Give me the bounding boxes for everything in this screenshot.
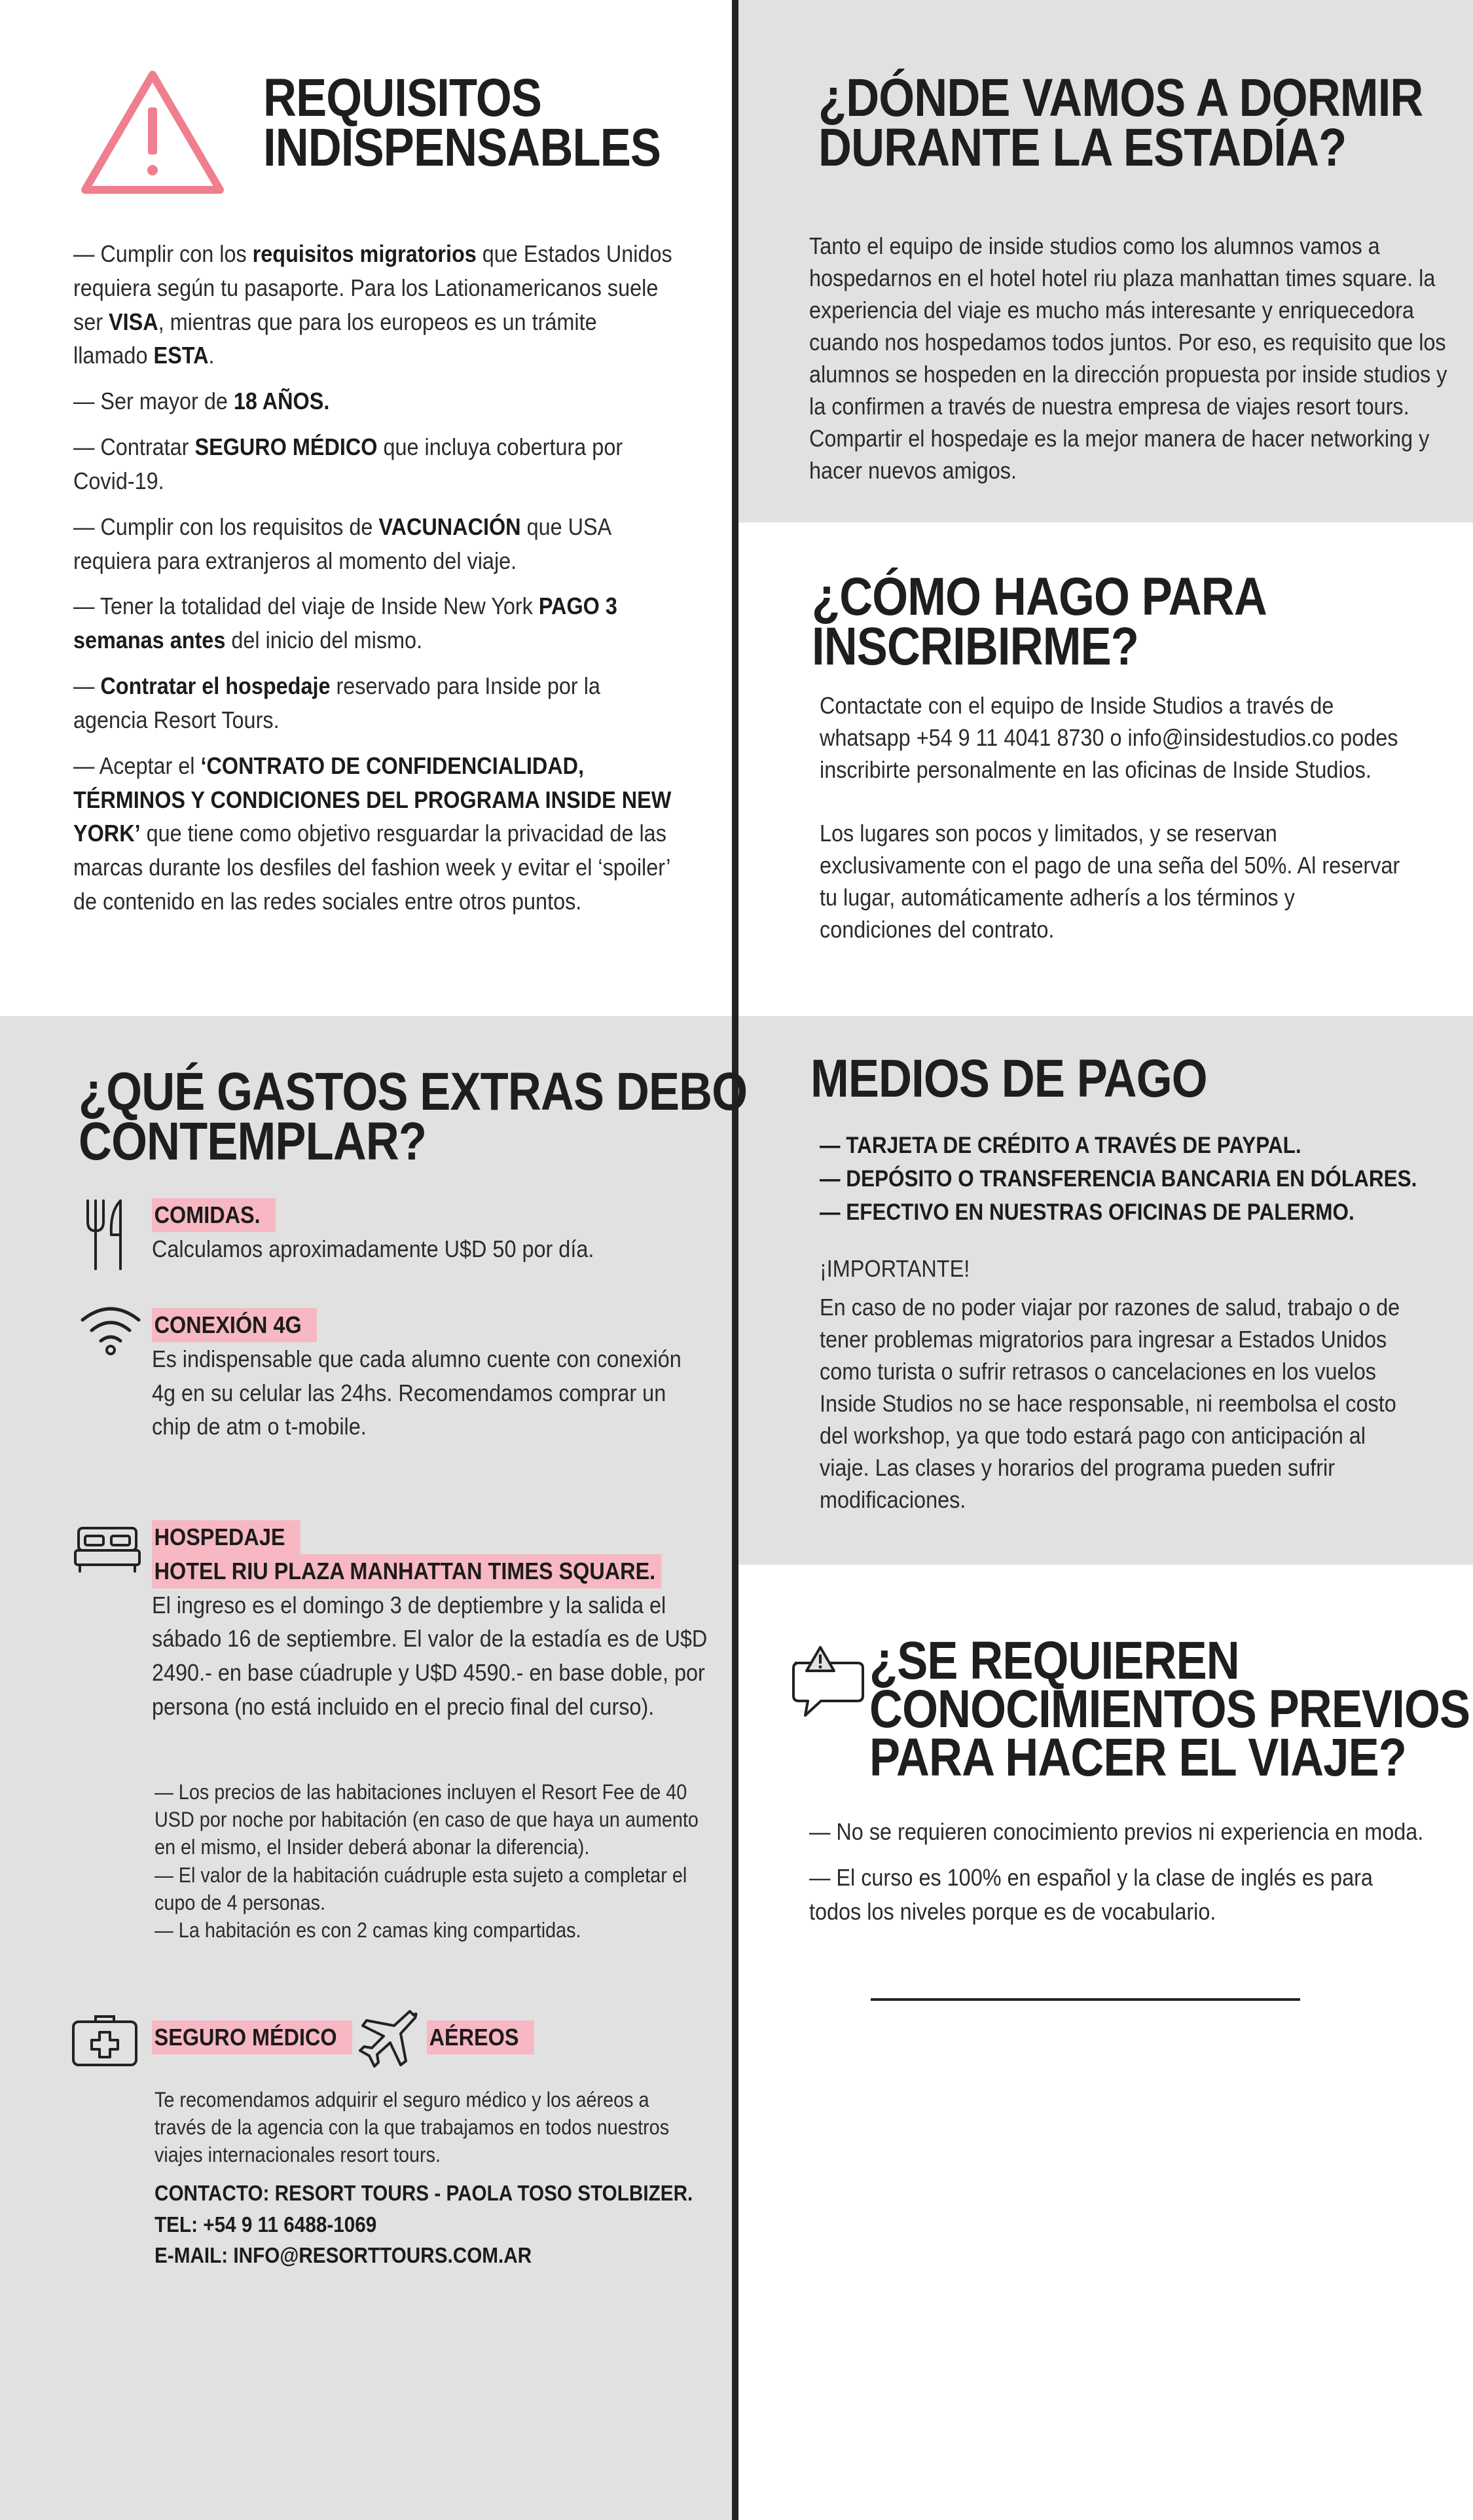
cutlery-icon	[84, 1198, 130, 1271]
wifi-icon	[79, 1304, 143, 1357]
requisitos-title: REQUISITOS INDISPENSABLES	[263, 68, 661, 177]
contacto-block: CONTACTO: RESORT TOURS - PAOLA TOSO STOLBIZER. TEL: +54 9 11 6488-1069 E-MAIL: INFO@RESORTTOURS.COM.AR	[155, 2181, 693, 2268]
requisito-item: — Cumplir con los requisitos migratorios que Estados Unidos requiera según tu pasaporte. Para los Lationamericanos suele ser VISA, mientras que para los europeos es un trámite llamado ESTA.	[73, 240, 672, 369]
seguro-text: Te recomendamos adquirir el seguro médico y los aéreos a través de la agencia con la que trabajamos en todos nuestros viajes internacionales resort tours.	[155, 2088, 670, 2167]
requisito-item: — Aceptar el ‘CONTRATO DE CONFIDENCIALIDAD, TÉRMINOS Y CONDICIONES DEL PROGRAMA INSIDE NEW YORK’ que tiene como objetivo resguardar la privacidad de las marcas durante los desfiles del fashion week y evitar el ‘spoiler’ de contenido en las redes sociales entre otros puntos.	[73, 752, 672, 915]
requisito-item: — Cumplir con los requisitos de VACUNACIÓN que USA requiera para extranjeros al momento del viaje.	[73, 513, 611, 574]
note-item: — El valor de la habitación cuádruple esta sujeto a completar el cupo de 4 personas.	[155, 1863, 687, 1914]
gastos-title: ¿QUÉ GASTOS EXTRAS DEBO CONTEMPLAR?	[79, 1062, 748, 1171]
conexion-tag: CONEXIÓN 4G	[152, 1308, 317, 1342]
medical-kit-icon	[71, 2013, 139, 2068]
seguro-tag: SEGURO MÉDICO	[152, 2020, 352, 2054]
requisito-item: — Contratar el hospedaje reservado para Inside por la agencia Resort Tours.	[73, 672, 600, 733]
warning-icon	[77, 65, 228, 200]
note-item: — Los precios de las habitaciones incluyen el Resort Fee de 40 USD por noche por habitación (en caso de que haya un aumento en el mismo, el Insider deberá abonar la diferencia).	[155, 1780, 699, 1859]
aereos-tag: AÉREOS	[427, 2020, 534, 2054]
requisito-item: — Tener la totalidad del viaje de Inside New York PAGO 3 semanas antes del inicio del mismo.	[73, 593, 617, 654]
inscribirme-title: ¿CÓMO HAGO PARA INSCRIBIRME?	[812, 567, 1267, 676]
inscribirme-body: Contactate con el equipo de Inside Studios a través de whatsapp +54 9 11 4041 8730 o info@insidestudios.co podes inscribirte personalmente en las oficinas de Inside Studios. Los lugares son pocos y limitados, y se reservan exclusivamente con el pago de una seña del 50%. Al reservar tu lugar, automáticamente adherís a los términos y condiciones del contrato.	[820, 692, 1400, 943]
seguro-tag-wrap	[152, 2020, 352, 2054]
hospedaje-tag: HOSPEDAJE	[152, 1520, 300, 1554]
pago-item: — TARJETA DE CRÉDITO A TRAVÉS DE PAYPAL.	[820, 1133, 1301, 1158]
pago-importante: ¡IMPORTANTE! En caso de no poder viajar por razones de salud, trabajo o de tener problemas migratorios para ingresar a Estados Unidos como turista o sufrir retrasos o cancelaciones en los vuelos Inside Studios no se hace responsable, ni reembolsa el costo del workshop, ya que todo estará pago con anticipación al viaje. Las clases y horarios del programa pueden sufrir modificaciones.	[820, 1255, 1400, 1513]
pago-list	[820, 1129, 1444, 1229]
center-divider	[732, 0, 738, 2520]
speech-warning-icon	[790, 1645, 867, 1725]
bed-icon	[73, 1524, 141, 1574]
dormir-title: ¿DÓNDE VAMOS A DORMIR DURANTE LA ESTADÍA?	[818, 68, 1423, 177]
comidas-tag: COMIDAS.	[152, 1198, 276, 1232]
note-item: — La habitación es con 2 camas king compartidas.	[155, 1918, 581, 1943]
conocimientos-title: ¿SE REQUIEREN CONOCIMIENTOS PREVIOS PARA HACER EL VIAJE?	[869, 1631, 1470, 1787]
aereos-tag-wrap	[427, 2020, 534, 2054]
pago-item: — EFECTIVO EN NUESTRAS OFICINAS DE PALERMO.	[820, 1199, 1355, 1226]
conocimiento-item: — El curso es 100% en español y la clase de inglés es para todos los niveles porque es de vocabulario.	[809, 1863, 1373, 1925]
pago-title: MEDIOS DE PAGO	[810, 1049, 1207, 1108]
hospedaje-block: HOSPEDAJE HOTEL RIU PLAZA MANHATTAN TIMES SQUARE. El ingreso es el domingo 3 de deptiembre y la salida el sábado 16 de septiembre. El valor de la estadía es de U$D 2490.- en base cúadruple y U$D 4590.- en base doble, por persona (no está incluido en el precio final del curso).	[152, 1520, 729, 1724]
hospedaje-notes	[155, 1778, 708, 1944]
requisito-item: — Contratar SEGURO MÉDICO que incluya cobertura por Covid-19.	[73, 433, 623, 494]
hospedaje-hotel-tag: HOTEL RIU PLAZA MANHATTAN TIMES SQUARE.	[152, 1554, 661, 1588]
signature-line	[871, 1998, 1300, 2001]
conocimientos-list	[809, 1815, 1428, 1940]
conexion-block: CONEXIÓN 4G Es indispensable que cada alumno cuente con conexión 4g en su celular las 24hs. Recomendamos comprar un chip de atm o t-mobile.	[152, 1308, 682, 1444]
conocimiento-item: — No se requieren conocimiento previos ni experiencia en moda.	[809, 1818, 1424, 1845]
pago-item: — DEPÓSITO O TRANSFERENCIA BANCARIA EN DÓLARES.	[820, 1166, 1417, 1192]
requisitos-list	[73, 237, 674, 930]
airplane-icon	[359, 2010, 419, 2070]
requisito-item: — Ser mayor de 18 AÑOS.	[73, 388, 330, 415]
comidas-block: COMIDAS. Calculamos aproximadamente U$D 50 por día.	[152, 1198, 682, 1266]
dormir-body: Tanto el equipo de inside studios como los alumnos vamos a hospedarnos en el hotel hotel riu plaza manhattan times square. la experiencia del viaje es mucho más interesante y enriquecedora cuando nos hospedamos todos juntos. Por eso, es requisito que los alumnos se hospeden en la dirección propuesta por inside studios y la confirmen a través de nuestra empresa de viajes resort tours. Compartir el hospedaje es la mejor manera de hacer networking y hacer nuevos amigos.	[809, 232, 1447, 484]
